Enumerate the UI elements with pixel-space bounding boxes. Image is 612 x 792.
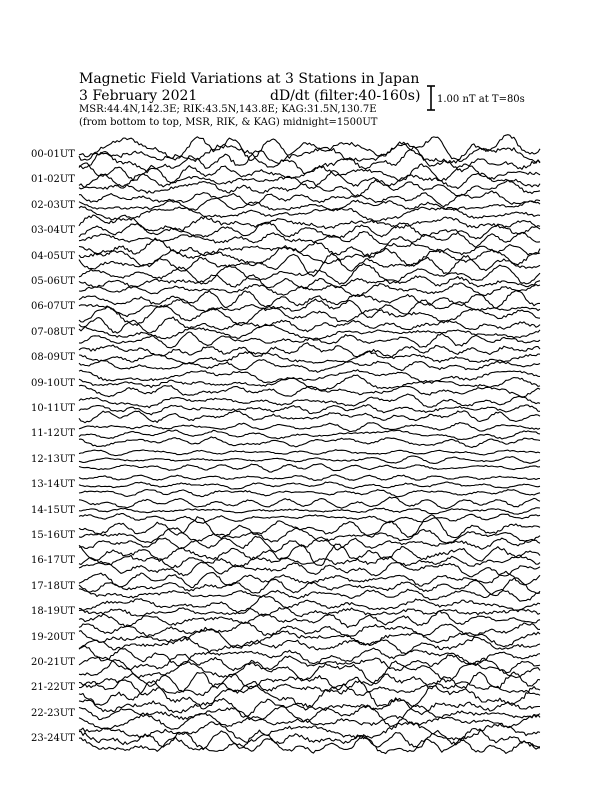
trace-kag-row-1 xyxy=(79,163,540,183)
chart-title: Magnetic Field Variations at 3 Stations in Japan xyxy=(79,71,420,87)
trace-rik-row-19 xyxy=(79,627,540,646)
row-label: 20-21UT xyxy=(31,657,75,668)
trace-kag-row-14 xyxy=(79,497,540,509)
row-label: 13-14UT xyxy=(31,479,75,491)
trace-rik-row-2 xyxy=(79,198,540,210)
row-label: 01-02UT xyxy=(31,174,75,186)
row-label: 19-20UT xyxy=(31,631,75,643)
row-label: 10-11UT xyxy=(31,403,75,414)
quantity-label: dD/dt (filter:40-160s) xyxy=(270,88,421,104)
trace-kag-row-7 xyxy=(79,317,540,333)
row-label: 02-03UT xyxy=(31,199,75,211)
trace-kag-row-12 xyxy=(79,450,540,456)
trace-kag-row-18 xyxy=(79,596,540,614)
trace-kag-row-4 xyxy=(79,238,540,258)
trace-rik-row-11 xyxy=(79,430,540,439)
trace-rik-row-16 xyxy=(79,555,540,568)
trace-kag-row-17 xyxy=(79,571,540,587)
trace-msr-row-15 xyxy=(79,536,540,552)
trace-kag-row-23 xyxy=(79,722,540,743)
row-label: 08-09UT xyxy=(31,352,75,364)
trace-msr-row-12 xyxy=(79,464,540,472)
trace-rik-row-8 xyxy=(79,351,540,364)
trace-kag-row-13 xyxy=(79,475,540,481)
scale-bar xyxy=(427,86,435,110)
row-label: 21-22UT xyxy=(31,682,75,694)
trace-kag-row-0 xyxy=(79,135,540,161)
stations-label: MSR:44.4N,142.3E; RIK:43.5N,143.8E; KAG:31.5N,130.7E xyxy=(79,104,377,115)
trace-msr-row-14 xyxy=(79,514,540,524)
trace-rik-row-18 xyxy=(79,608,540,617)
row-label: 12-13UT xyxy=(31,453,75,465)
row-label: 11-12UT xyxy=(31,428,75,440)
trace-rik-row-1 xyxy=(79,171,540,189)
row-label: 05-06UT xyxy=(31,276,75,287)
order-note: (from bottom to top, MSR, RIK, & KAG) midnight=1500UT xyxy=(79,117,378,128)
row-label: 18-19UT xyxy=(31,606,75,618)
date-label: 3 February 2021 xyxy=(79,88,198,104)
row-label: 04-05UT xyxy=(31,250,75,262)
trace-msr-row-9 xyxy=(79,385,540,397)
row-label: 16-17UT xyxy=(31,555,75,567)
trace-msr-row-13 xyxy=(79,490,540,497)
trace-rik-row-13 xyxy=(79,482,540,489)
row-label: 22-23UT xyxy=(31,707,75,719)
trace-msr-row-17 xyxy=(79,589,540,601)
trace-kag-row-19 xyxy=(79,622,540,637)
trace-rik-row-12 xyxy=(79,456,540,463)
scale-bar-label: 1.00 nT at T=80s xyxy=(437,94,525,105)
row-label: 06-07UT xyxy=(31,301,75,313)
row-label: 03-04UT xyxy=(31,225,75,237)
row-label: 15-16UT xyxy=(31,530,75,541)
trace-msr-row-19 xyxy=(79,637,540,654)
traces xyxy=(79,135,540,754)
trace-kag-row-3 xyxy=(79,215,540,231)
row-label: 14-15UT xyxy=(31,504,75,516)
trace-kag-row-8 xyxy=(79,343,540,357)
trace-rik-row-14 xyxy=(79,508,540,514)
trace-rik-row-9 xyxy=(79,375,540,390)
row-label: 09-10UT xyxy=(31,377,75,389)
row-label: 17-18UT xyxy=(31,580,75,592)
trace-msr-row-23 xyxy=(79,735,540,754)
trace-kag-row-10 xyxy=(79,394,540,408)
trace-rik-row-5 xyxy=(79,275,540,289)
row-label: 07-08UT xyxy=(31,326,75,338)
trace-kag-row-11 xyxy=(79,423,540,432)
row-label: 23-24UT xyxy=(31,733,75,745)
trace-rik-row-6 xyxy=(79,299,540,317)
row-label: 00-01UT xyxy=(31,149,75,160)
trace-kag-row-9 xyxy=(79,370,540,384)
